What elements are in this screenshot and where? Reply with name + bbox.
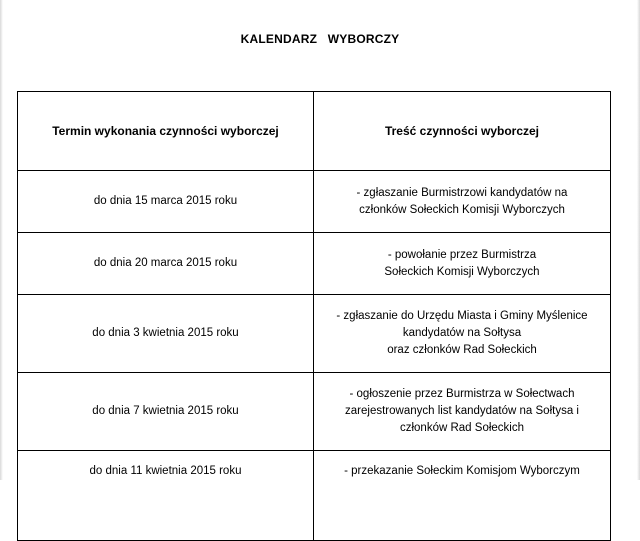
table-row xyxy=(18,295,611,373)
activity-line: Sołeckich Komisji Wyborczych xyxy=(384,265,540,278)
deadline-cell: do dnia 7 kwietnia 2015 roku xyxy=(18,373,314,451)
table-row xyxy=(18,451,611,541)
activity-line: - powołanie przez Burmistrza xyxy=(387,248,537,261)
activity-line: - przekazanie Sołeckim Komisjom Wyborczym xyxy=(344,465,580,477)
page-left-edge xyxy=(0,0,3,480)
activity-line: oraz członków Rad Sołeckich xyxy=(387,344,537,356)
deadline-cell: do dnia 15 marca 2015 roku xyxy=(18,171,314,233)
activity-cell xyxy=(314,451,611,541)
activity-cell xyxy=(314,233,611,295)
header-activity: Treść czynności wyborczej xyxy=(314,92,611,171)
header-deadline: Termin wykonania czynności wyborczej xyxy=(18,92,314,171)
deadline-cell: do dnia 20 marca 2015 roku xyxy=(18,233,314,295)
activity-line: członków Rad Sołeckich xyxy=(399,422,524,434)
table-row xyxy=(18,373,611,451)
table-row xyxy=(18,171,611,233)
table-header-row xyxy=(18,92,611,171)
activity-line: kandydatów na Sołtysa xyxy=(402,327,522,339)
activity-cell xyxy=(314,171,611,233)
activity-line: - zgłaszanie do Urzędu Miasta i Gminy Myślenice xyxy=(336,310,588,322)
deadline-cell: do dnia 3 kwietnia 2015 roku xyxy=(18,295,314,373)
activity-cell xyxy=(314,373,611,451)
activity-line: - ogłoszenie przez Burmistrza w Sołectwach xyxy=(349,388,575,400)
activity-line: zarejestrowanych list kandydatów na Sołtysa i xyxy=(345,405,579,417)
activity-cell xyxy=(314,295,611,373)
activity-line: członków Sołeckich Komisji Wyborczych xyxy=(359,203,565,216)
activity-line: - zgłaszanie Burmistrzowi kandydatów na xyxy=(356,186,568,199)
deadline-cell: do dnia 11 kwietnia 2015 roku xyxy=(18,451,314,541)
table-row xyxy=(18,233,611,295)
election-calendar-table xyxy=(17,91,611,541)
document-title: KALENDARZ WYBORCZY xyxy=(240,32,400,46)
